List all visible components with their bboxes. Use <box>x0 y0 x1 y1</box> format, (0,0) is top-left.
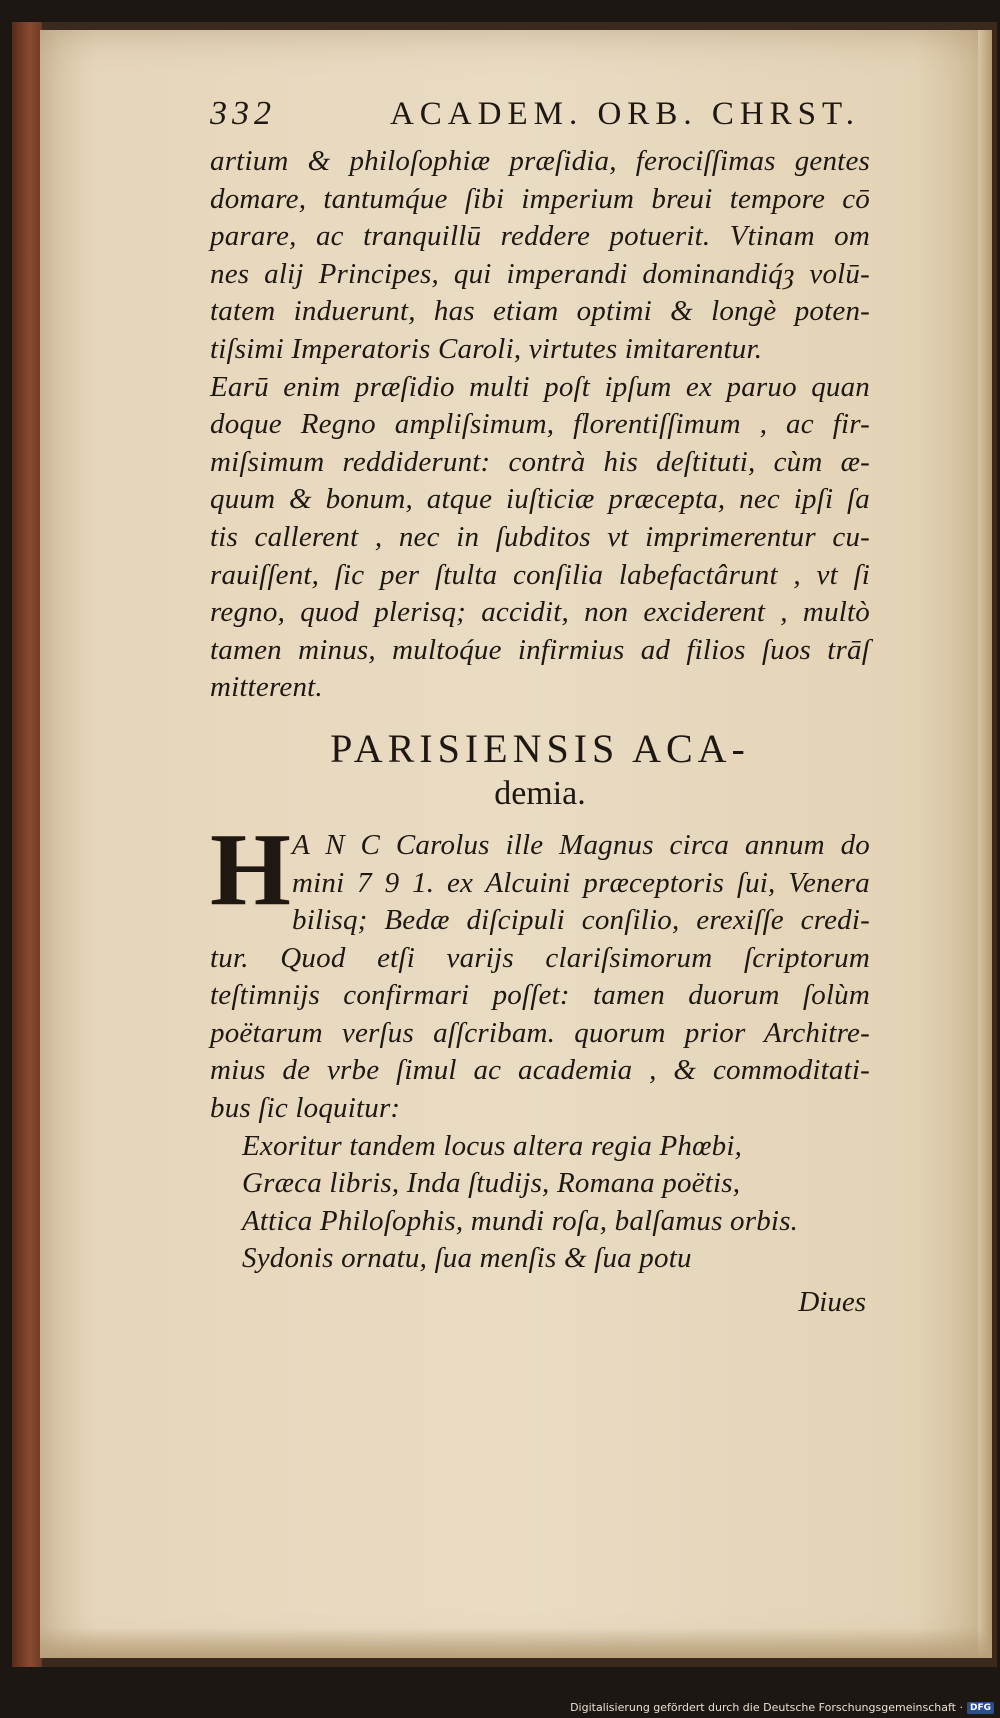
paragraph-2 <box>210 811 870 1128</box>
page-number: 332 <box>210 95 276 132</box>
catchword: Diues <box>798 1286 866 1319</box>
section-title: PARISIENSIS ACA- <box>330 725 750 771</box>
paragraph-1 <box>210 143 870 707</box>
poem-line: Græca libris, Inda ſtudijs, Romana poëtis, <box>242 1167 741 1200</box>
text-line: teſtimnijs confirmari poſſet: tamen duorum ſolùm <box>210 979 870 1012</box>
text-line: nes alij Principes, qui imperandi dominandiq́ȝ volū- <box>210 257 870 290</box>
text-line: mitterent. <box>210 671 323 704</box>
text-line: artium & philoſophiæ præſidia, ferociſſimas gentes <box>210 145 870 177</box>
section-subtitle: demia. <box>494 774 586 812</box>
text-line: regno, quod plerisq; accidit, non exciderent , multò <box>210 596 870 629</box>
text-line: parare, ac tranquillū reddere potuerit. Vtinam om <box>210 220 870 253</box>
credit-text: Digitalisierung gefördert durch die Deutsche Forschungsgemeinschaft · <box>570 1701 963 1714</box>
text-line: bus ſic loquitur: <box>210 1092 401 1125</box>
text-line: rauiſſent, ſic per ſtulta conſilia labefactârunt , vt ſi <box>210 558 870 591</box>
text-line: tiſsimi Imperatoris Caroli, virtutes imitarentur. <box>210 332 763 365</box>
poem-line: Attica Philoſophis, mundi roſa, balſamus orbis. <box>242 1204 799 1237</box>
text-line: tamen minus, multoq́ue infirmius ad filios ſuos trāſ <box>210 633 870 666</box>
poem-line: Exoritur tandem locus altera regia Phœbi, <box>242 1129 743 1162</box>
text-line: tis callerent , nec in ſubditos vt imprimerentur cu- <box>210 520 870 553</box>
page-bottom-edge <box>40 1628 992 1658</box>
dfg-logo: DFG <box>967 1702 994 1714</box>
digitization-credit <box>570 1701 994 1714</box>
running-header <box>210 95 870 143</box>
text-line: Earū enim præſidio multi poſt ipſum ex paruo quan <box>210 370 870 403</box>
text-line: A N C Carolus ille Magnus circa annum do <box>292 828 870 861</box>
running-title: ACADEM. ORB. CHRST. <box>389 96 860 132</box>
text-line: tatem induerunt, has etiam optimi & longè poten- <box>210 295 870 328</box>
text-line: bilisq; Bedæ diſcipuli conſilio, erexiſſe credi- <box>292 904 870 937</box>
book-spine <box>12 22 42 1667</box>
drop-cap: H <box>210 811 291 927</box>
poem-line: Sydonis ornatu, ſua menſis & ſua potu <box>242 1242 692 1275</box>
text-line: doque Regno ampliſsimum, florentiſſimum , ac fir- <box>210 408 870 441</box>
poem <box>210 1128 870 1278</box>
text-line: tur. Quod etſi varijs clariſsimorum ſcriptorum <box>210 941 870 974</box>
text-line: mini 7 9 1. ex Alcuini præceptoris ſui, Venera <box>292 866 870 899</box>
text-line: miſsimum reddiderunt: contrà his deſtituti, cùm æ- <box>210 445 870 478</box>
text-line: poëtarum verſus aſſcribam. quorum prior Architre- <box>210 1016 870 1049</box>
page-text <box>210 95 870 1319</box>
text-line: quum & bonum, atque iuſticiæ præcepta, nec ipſi ſa <box>210 483 870 516</box>
text-line: mius de vrbe ſimul ac academia , & commoditati- <box>210 1054 870 1087</box>
page-edge <box>978 30 992 1658</box>
text-line: domare, tantumq́ue ſibi imperium breui tempore cō <box>210 182 870 215</box>
